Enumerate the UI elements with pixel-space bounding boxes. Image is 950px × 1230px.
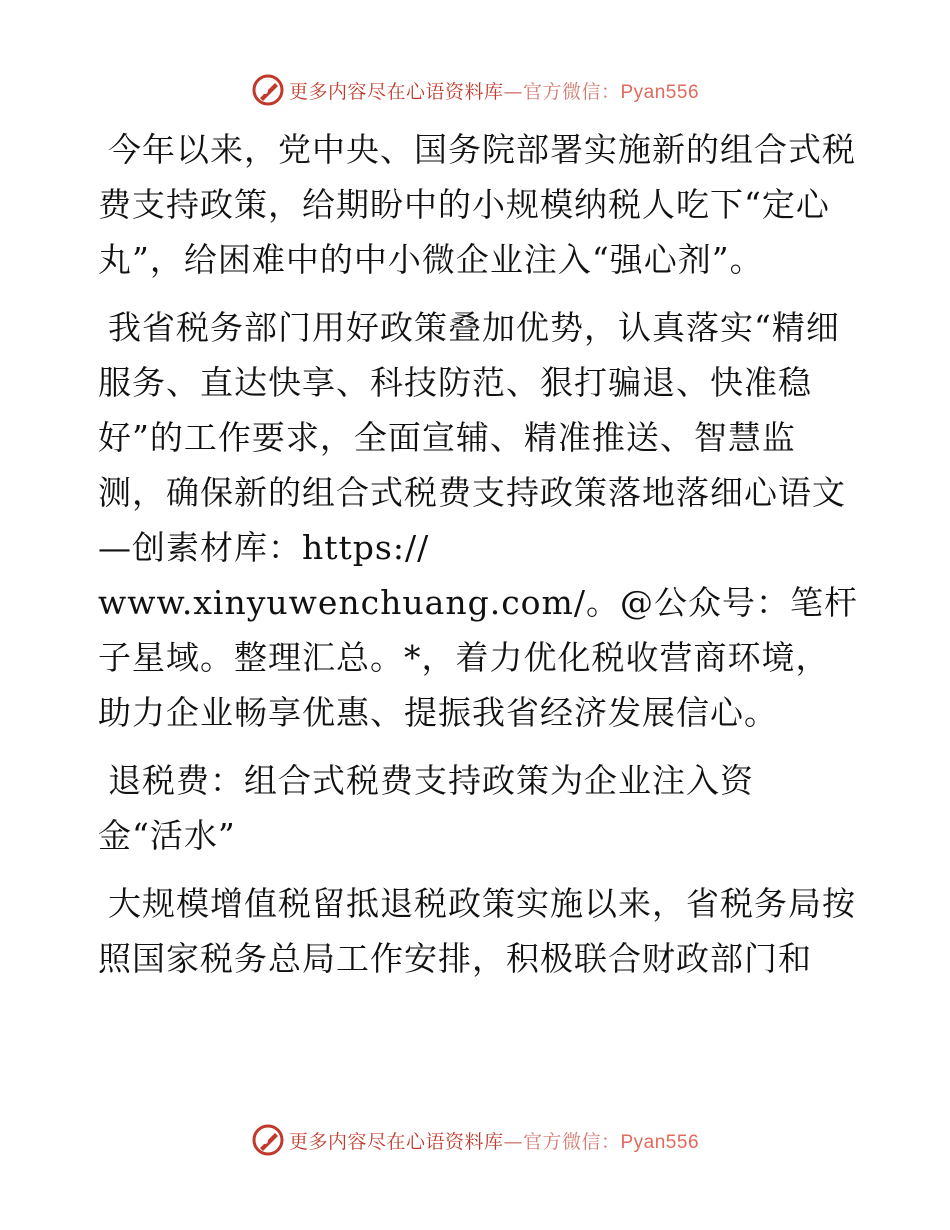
paragraph-intro: 今年以来，党中央、国务院部署实施新的组合式税费支持政策，给期盼中的小规模纳税人吃下“定心丸”，给困难中的中小微企业注入“强心剂”。 — [98, 130, 856, 279]
footer-banner — [0, 1120, 950, 1160]
banner-official-label: 官方微信： — [522, 80, 621, 103]
document-body — [98, 122, 858, 999]
pen-logo-icon — [251, 1123, 285, 1157]
banner-wechat-id: Pyan556 — [620, 81, 700, 103]
banner-wechat-id: Pyan556 — [620, 1131, 700, 1153]
pen-logo-icon — [251, 73, 285, 107]
banner-dash: — — [503, 1130, 523, 1153]
banner-official-label: 官方微信： — [522, 1130, 621, 1153]
section-heading: 退税费：组合式税费支持政策为企业注入资金“活水” — [98, 761, 754, 855]
banner-text — [289, 77, 699, 104]
paragraph-source: www.xinyuwenchuang.com/。@公众号：笔杆子星域。整理汇总。*，着力优化税收营商环境，助力企业畅享优惠、提振我省经济发展信心。 — [98, 583, 858, 732]
paragraph-policy: 我省税务部门用好政策叠加优势，认真落实“精细服务、直达快享、科技防范、狠打骗退、快准稳好”的工作要求，全面宣辅、精准推送、智慧监测，确保新的组合式税费支持政策落地落细心语文—创素材库：https:// — [98, 308, 846, 567]
paragraph-refund: 大规模增值税留抵退税政策实施以来，省税务局按照国家税务总局工作安排，积极联合财政部门和 — [98, 884, 856, 978]
header-banner — [0, 70, 950, 110]
banner-dash: — — [503, 80, 523, 103]
banner-main-text: 更多内容尽在心语资料库 — [288, 1130, 504, 1153]
banner-text — [289, 1127, 699, 1154]
banner-main-text: 更多内容尽在心语资料库 — [288, 80, 504, 103]
